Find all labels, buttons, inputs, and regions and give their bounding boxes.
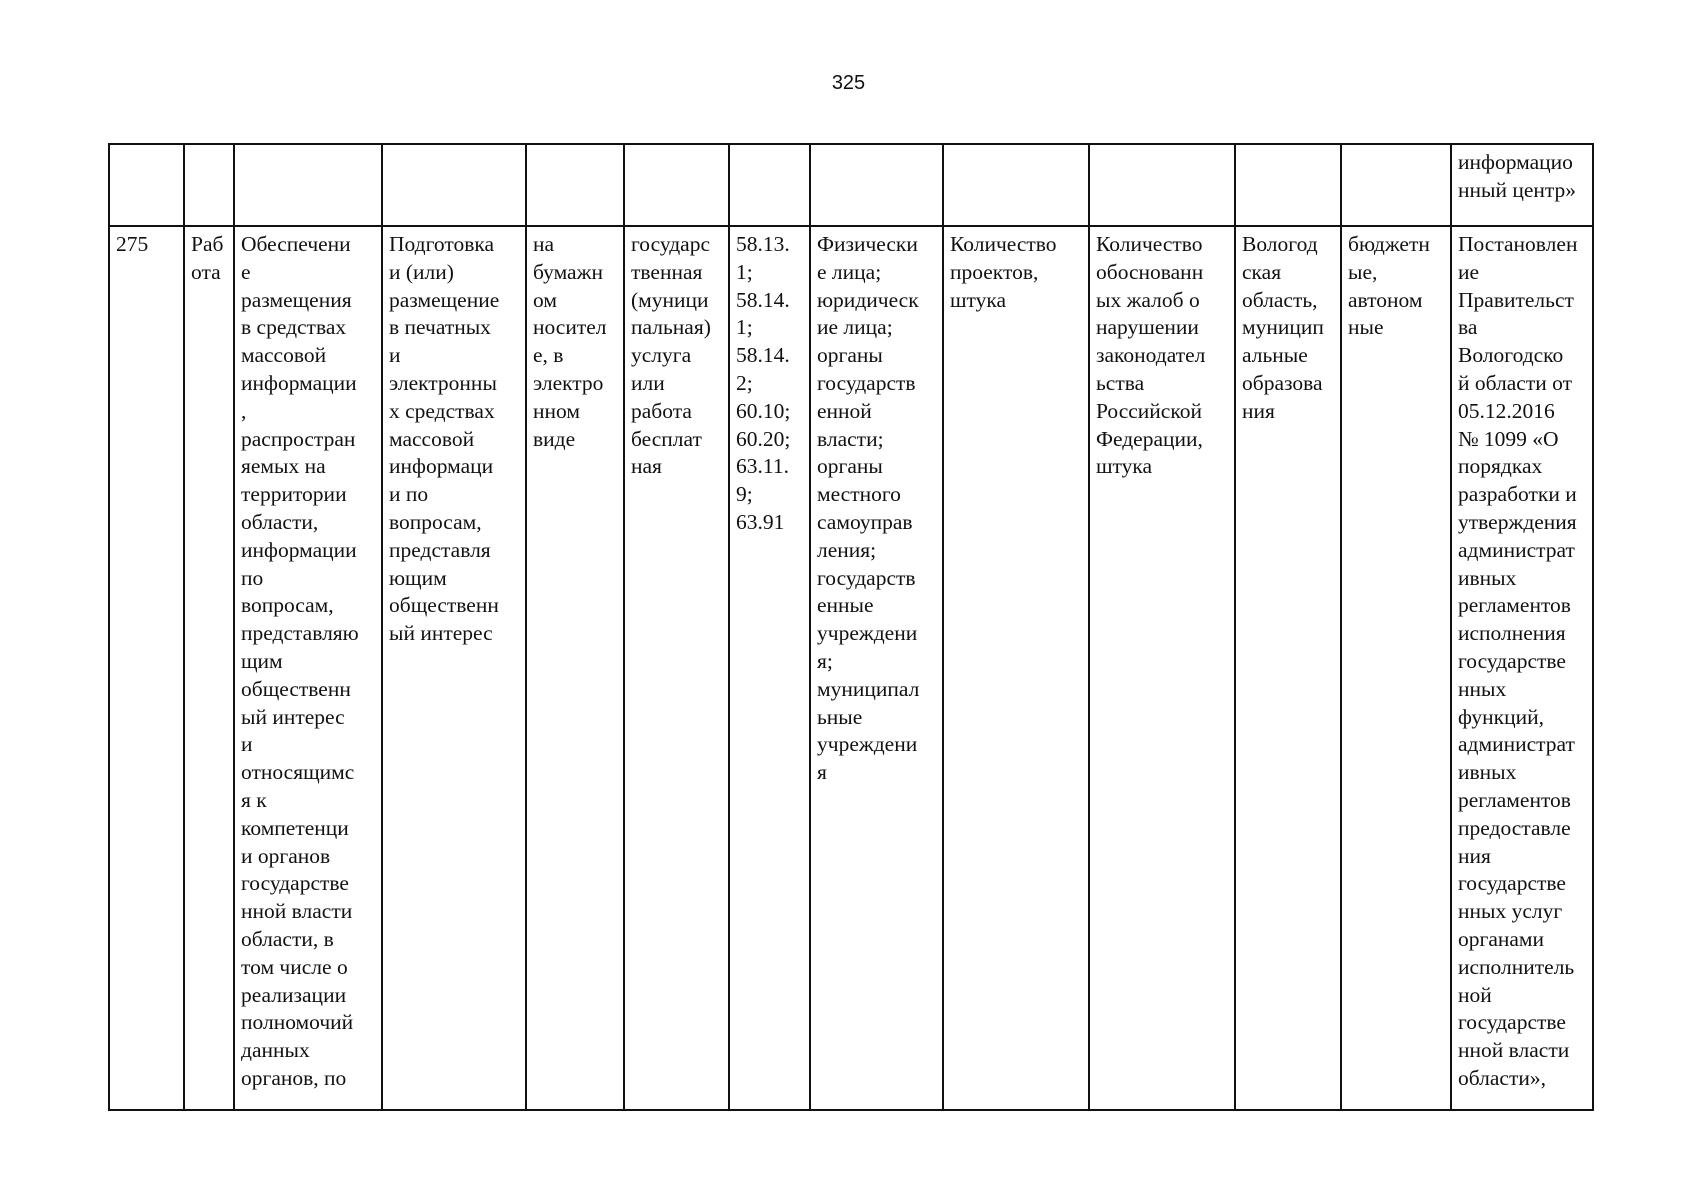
cell-content: Обеспечени е размещения в средствах массовой информации , распростран яемых на территории области, информации по вопросам, представляю щим общественн ый интерес и относящимс я к компетенци и органов государстве нной власти области, в том числе о реализации полномочий данных органов, по	[234, 226, 382, 1110]
cell-payment: государс твенная (муници пальная) услуга или работа бесплат ная	[624, 226, 729, 1110]
cell-legal-basis: информацио нный центр»	[1451, 144, 1593, 226]
cell-type	[184, 144, 234, 226]
cell-legal-basis: Постановлен ие Правительст ва Вологодско й области от 05.12.2016 № 1099 «О порядках разработки и утверждения администрат ивных регламентов исполнения государстве нных функций, администрат ивных регламентов предоставле ния государстве нных услуг органами исполнитель ной государстве нной власти области»,	[1451, 226, 1593, 1110]
cell-description: Подготовка и (или) размещение в печатных и электронны х средствах массовой информаци и по вопросам, представля ющим общественн ый интерес	[382, 226, 526, 1110]
cell-consumers	[810, 144, 943, 226]
cell-payment	[624, 144, 729, 226]
cell-okved	[729, 144, 810, 226]
cell-form	[526, 144, 624, 226]
cell-description	[382, 144, 526, 226]
cell-content	[234, 144, 382, 226]
registry-table	[108, 143, 1594, 1111]
cell-number: 275	[109, 226, 184, 1110]
cell-quality-indicator: Количество обоснованн ых жалоб о нарушении законодател ьства Российской Федерации, штука	[1089, 226, 1235, 1110]
cell-quality-indicator	[1089, 144, 1235, 226]
table-row-continuation	[109, 144, 1593, 226]
page-number: 325	[831, 72, 866, 94]
cell-form: на бумажн ом носител е, в электро нном виде	[526, 226, 624, 1110]
cell-okved: 58.13. 1; 58.14. 1; 58.14. 2; 60.10; 60.20; 63.11. 9; 63.91	[729, 226, 810, 1110]
cell-volume-indicator	[943, 144, 1089, 226]
cell-territory: Вологод ская область, муницип альные образова ния	[1235, 226, 1341, 1110]
cell-consumers: Физически е лица; юридическ ие лица; органы государств енной власти; органы местного самоуправ ления; государств енные учреждени я; муниципал ьные учреждени я	[810, 226, 943, 1110]
cell-institution-type	[1341, 144, 1451, 226]
cell-territory	[1235, 144, 1341, 226]
cell-institution-type: бюджетн ые, автоном ные	[1341, 226, 1451, 1110]
cell-number	[109, 144, 184, 226]
table-row	[109, 226, 1593, 1110]
cell-volume-indicator: Количество проектов, штука	[943, 226, 1089, 1110]
cell-type: Раб ота	[184, 226, 234, 1110]
